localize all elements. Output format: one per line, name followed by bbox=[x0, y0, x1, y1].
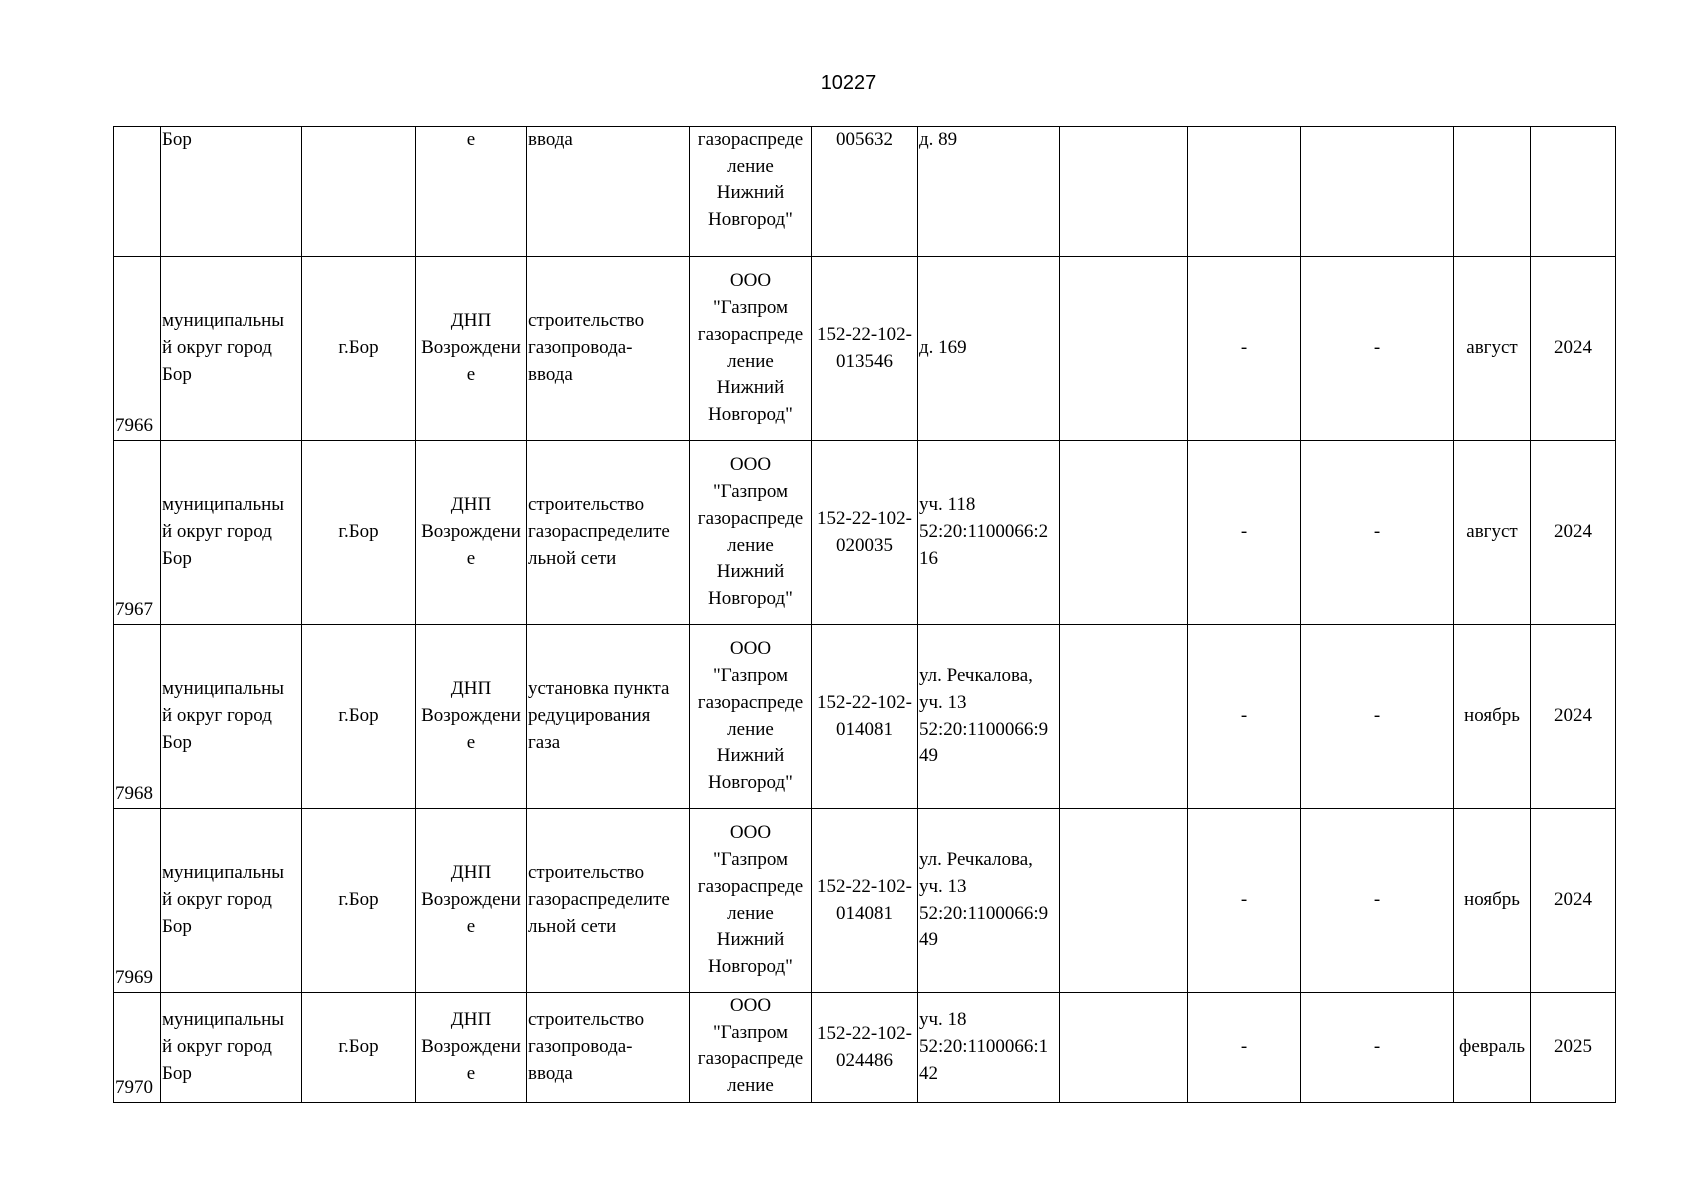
cell-applicant: ДНП Возрождени е bbox=[416, 809, 527, 993]
cell-locality bbox=[302, 127, 416, 257]
cell-col11: - bbox=[1301, 257, 1454, 441]
cell-year: 2024 bbox=[1531, 809, 1616, 993]
cell-col10: - bbox=[1188, 993, 1301, 1103]
cell-col11 bbox=[1301, 127, 1454, 257]
cell-month bbox=[1454, 127, 1531, 257]
cell-number bbox=[114, 127, 161, 257]
cell-object: ввода bbox=[527, 127, 690, 257]
cell-applicant: ДНП Возрождени е bbox=[416, 441, 527, 625]
cell-address: уч. 118 52:20:1100066:2 16 bbox=[918, 441, 1060, 625]
cell-year: 2024 bbox=[1531, 441, 1616, 625]
cell-year: 2024 bbox=[1531, 257, 1616, 441]
cell-organization: ООО "Газпром газораспреде ление bbox=[690, 993, 812, 1103]
cell-col10: - bbox=[1188, 625, 1301, 809]
cell-col9 bbox=[1060, 127, 1188, 257]
cell-address: д. 89 bbox=[918, 127, 1060, 257]
cell-applicant: ДНП Возрождени е bbox=[416, 257, 527, 441]
cell-year: 2025 bbox=[1531, 993, 1616, 1103]
table-row bbox=[114, 257, 1616, 441]
cell-col9 bbox=[1060, 993, 1188, 1103]
cell-col11: - bbox=[1301, 809, 1454, 993]
cell-number: 7970 bbox=[114, 993, 161, 1103]
cell-applicant: ДНП Возрождени е bbox=[416, 993, 527, 1103]
cell-object: строительство газопровода- ввода bbox=[527, 993, 690, 1103]
cell-month: август bbox=[1454, 441, 1531, 625]
cell-col10: - bbox=[1188, 441, 1301, 625]
cell-number: 7966 bbox=[114, 257, 161, 441]
cell-col10: - bbox=[1188, 257, 1301, 441]
cell-municipality: муниципальны й округ город Бор bbox=[161, 625, 302, 809]
cell-locality: г.Бор bbox=[302, 257, 416, 441]
cell-month: ноябрь bbox=[1454, 625, 1531, 809]
cell-municipality: муниципальны й округ город Бор bbox=[161, 257, 302, 441]
table-row bbox=[114, 441, 1616, 625]
cell-col11: - bbox=[1301, 993, 1454, 1103]
cell-object: строительство газораспределите льной сети bbox=[527, 441, 690, 625]
cell-code: 152-22-102- 014081 bbox=[812, 625, 918, 809]
cell-year: 2024 bbox=[1531, 625, 1616, 809]
cell-number: 7968 bbox=[114, 625, 161, 809]
cell-code: 152-22-102- 013546 bbox=[812, 257, 918, 441]
cell-municipality: Бор bbox=[161, 127, 302, 257]
cell-col9 bbox=[1060, 625, 1188, 809]
cell-code: 152-22-102- 014081 bbox=[812, 809, 918, 993]
table-row bbox=[114, 809, 1616, 993]
cell-organization: ООО "Газпром газораспреде ление Нижний Новгород" bbox=[690, 257, 812, 441]
cell-col11: - bbox=[1301, 625, 1454, 809]
cell-municipality: муниципальны й округ город Бор bbox=[161, 441, 302, 625]
cell-month: февраль bbox=[1454, 993, 1531, 1103]
cell-address: ул. Речкалова, уч. 13 52:20:1100066:9 49 bbox=[918, 809, 1060, 993]
table-row bbox=[114, 625, 1616, 809]
cell-object: строительство газопровода- ввода bbox=[527, 257, 690, 441]
table-body bbox=[114, 127, 1616, 1103]
registry-table bbox=[113, 126, 1616, 1103]
table-row bbox=[114, 993, 1616, 1103]
cell-code: 005632 bbox=[812, 127, 918, 257]
cell-number: 7969 bbox=[114, 809, 161, 993]
cell-month: август bbox=[1454, 257, 1531, 441]
cell-col11: - bbox=[1301, 441, 1454, 625]
cell-locality: г.Бор bbox=[302, 993, 416, 1103]
cell-month: ноябрь bbox=[1454, 809, 1531, 993]
cell-col10: - bbox=[1188, 809, 1301, 993]
cell-organization: ООО "Газпром газораспреде ление Нижний Новгород" bbox=[690, 809, 812, 993]
page-number: 10227 bbox=[820, 72, 877, 94]
cell-applicant: е bbox=[416, 127, 527, 257]
cell-address: ул. Речкалова, уч. 13 52:20:1100066:9 49 bbox=[918, 625, 1060, 809]
cell-col10 bbox=[1188, 127, 1301, 257]
cell-year bbox=[1531, 127, 1616, 257]
table-row-continuation bbox=[114, 127, 1616, 257]
cell-municipality: муниципальны й округ город Бор bbox=[161, 993, 302, 1103]
cell-locality: г.Бор bbox=[302, 441, 416, 625]
cell-organization: ООО "Газпром газораспреде ление Нижний Новгород" bbox=[690, 625, 812, 809]
cell-col9 bbox=[1060, 257, 1188, 441]
cell-applicant: ДНП Возрождени е bbox=[416, 625, 527, 809]
cell-address: уч. 18 52:20:1100066:1 42 bbox=[918, 993, 1060, 1103]
cell-municipality: муниципальны й округ город Бор bbox=[161, 809, 302, 993]
cell-code: 152-22-102- 024486 bbox=[812, 993, 918, 1103]
cell-locality: г.Бор bbox=[302, 625, 416, 809]
cell-number: 7967 bbox=[114, 441, 161, 625]
cell-organization: ООО "Газпром газораспреде ление Нижний Новгород" bbox=[690, 441, 812, 625]
cell-code: 152-22-102- 020035 bbox=[812, 441, 918, 625]
cell-object: установка пункта редуцирования газа bbox=[527, 625, 690, 809]
cell-address: д. 169 bbox=[918, 257, 1060, 441]
cell-locality: г.Бор bbox=[302, 809, 416, 993]
cell-col9 bbox=[1060, 809, 1188, 993]
cell-object: строительство газораспределите льной сети bbox=[527, 809, 690, 993]
cell-col9 bbox=[1060, 441, 1188, 625]
cell-organization: газораспреде ление Нижний Новгород" bbox=[690, 127, 812, 257]
